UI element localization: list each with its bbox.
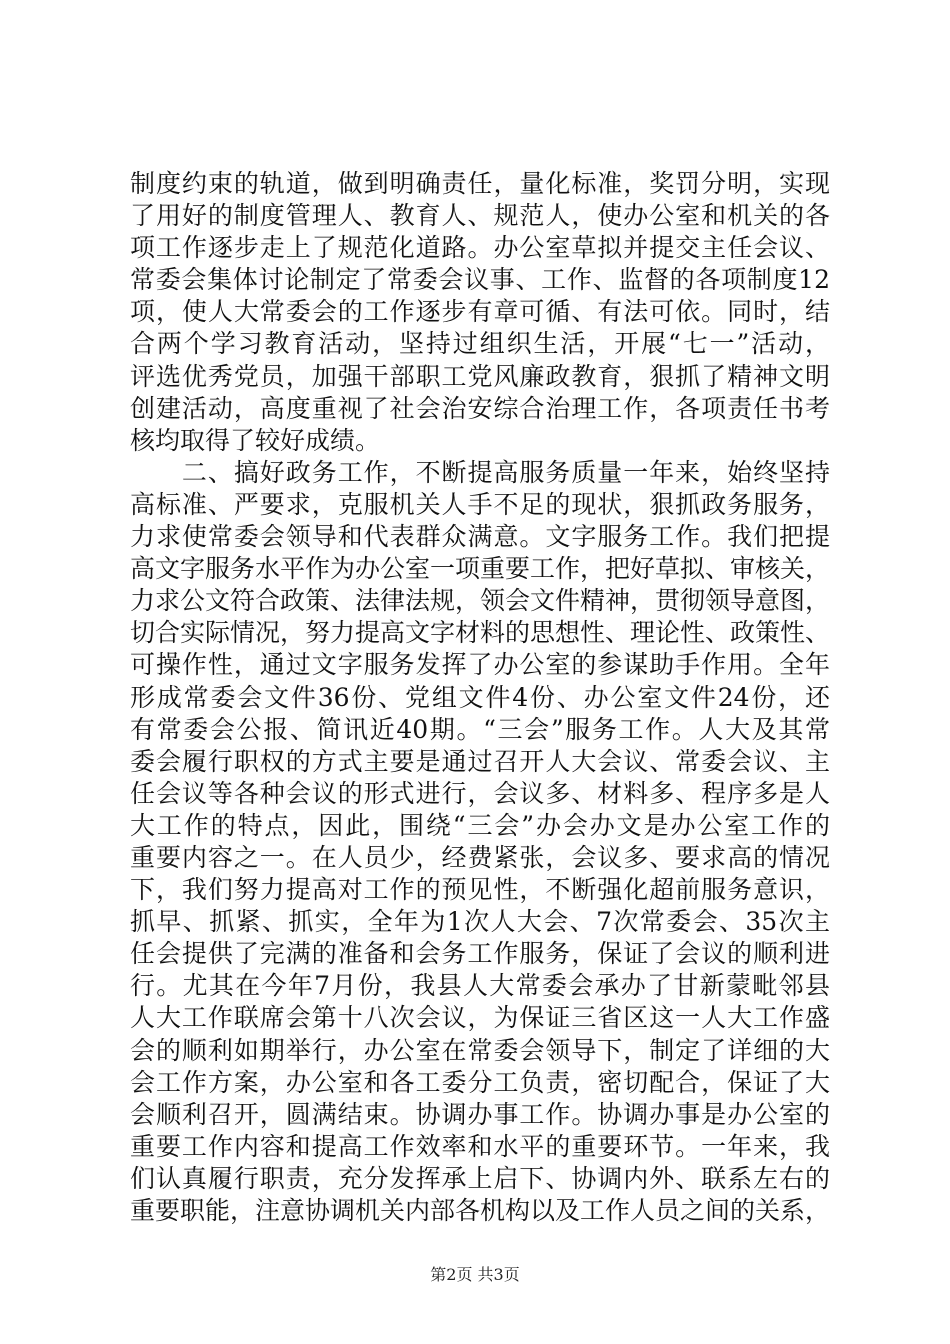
text-line: 下，我们努力提高对工作的预见性，不断强化超前服务意识， xyxy=(130,875,830,905)
text-line: 有常委会公报、简讯近40期。“三会”服务工作。人大及其常 xyxy=(130,714,830,744)
text-line: 可操作性，通过文字服务发挥了办公室的参谋助手作用。全年 xyxy=(130,650,830,680)
text-line: 合两个学习教育活动，坚持过组织生活，开展“七一”活动， xyxy=(130,329,830,359)
text-line: 行。尤其在今年7月份，我县人大常委会承办了甘新蒙毗邻县 xyxy=(130,971,830,1001)
text-line: 项工作逐步走上了规范化道路。办公室草拟并提交主任会议、 xyxy=(130,233,830,263)
text-line: 重要职能，注意协调机关内部各机构以及工作人员之间的关系， xyxy=(130,1196,831,1225)
text-line: 二、搞好政务工作，不断提高服务质量一年来，始终坚持 xyxy=(130,457,830,487)
text-line: 会工作方案，办公室和各工委分工负责，密切配合，保证了大 xyxy=(130,1067,830,1097)
text-line: 们认真履行职责，充分发挥承上启下、协调内外、联系左右的 xyxy=(130,1163,830,1193)
text-line: 会顺利召开，圆满结束。协调办事工作。协调办事是办公室的 xyxy=(130,1099,830,1129)
text-line: 任会提供了完满的准备和会务工作服务，保证了会议的顺利进 xyxy=(130,939,830,969)
text-line: 重要工作内容和提高工作效率和水平的重要环节。一年来，我 xyxy=(130,1131,830,1161)
text-line: 核均取得了较好成绩。 xyxy=(130,425,381,455)
text-line: 任会议等各种会议的形式进行，会议多、材料多、程序多是人 xyxy=(130,778,830,808)
text-line: 力求使常委会领导和代表群众满意。文字服务工作。我们把提 xyxy=(130,522,830,552)
text-line: 委会履行职权的方式主要是通过召开人大会议、常委会议、主 xyxy=(130,746,830,776)
text-line: 了用好的制度管理人、教育人、规范人，使办公室和机关的各 xyxy=(130,201,830,231)
text-line: 制度约束的轨道，做到明确责任，量化标准，奖罚分明，实现 xyxy=(130,169,830,198)
text-line: 高标准、严要求，克服机关人手不足的现状，狠抓政务服务， xyxy=(130,489,830,519)
text-line: 形成常委会文件36份、党组文件4份、办公室文件24份，还 xyxy=(130,682,830,712)
text-line: 会的顺利如期举行，办公室在常委会领导下，制定了详细的大 xyxy=(130,1035,830,1065)
body-text xyxy=(130,168,830,1227)
text-line: 大工作的特点，因此，围绕“三会”办会办文是办公室工作的 xyxy=(130,810,830,840)
text-line: 抓早、抓紧、抓实，全年为1次人大会、7次常委会、35次主 xyxy=(130,907,830,937)
text-line: 人大工作联席会第十八次会议，为保证三省区这一人大工作盛 xyxy=(130,1003,830,1033)
text-line: 重要内容之一。在人员少，经费紧张，会议多、要求高的情况 xyxy=(130,842,830,872)
text-line: 力求公文符合政策、法律法规，领会文件精神，贯彻领导意图， xyxy=(130,586,831,616)
text-line: 项，使人大常委会的工作逐步有章可循、有法可依。同时，结 xyxy=(130,297,830,327)
page-number-footer: 第2页 共3页 xyxy=(430,1265,520,1284)
text-line: 评选优秀党员，加强干部职工党风廉政教育，狠抓了精神文明 xyxy=(130,361,830,391)
text-line: 创建活动，高度重视了社会治安综合治理工作，各项责任书考 xyxy=(130,393,830,423)
text-line: 常委会集体讨论制定了常委会议事、工作、监督的各项制度12 xyxy=(130,265,830,295)
text-line: 高文字服务水平作为办公室一项重要工作，把好草拟、审核关， xyxy=(130,554,831,584)
text-line: 切合实际情况，努力提高文字材料的思想性、理论性、政策性、 xyxy=(130,618,831,648)
